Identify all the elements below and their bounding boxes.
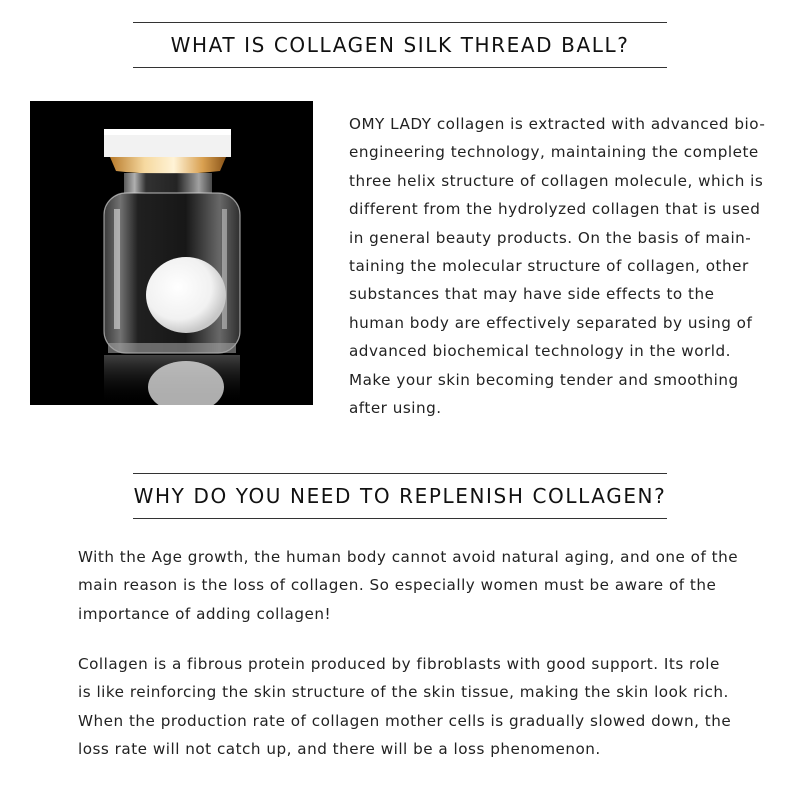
text-line: in general beauty products. On the basis of main- <box>349 228 752 247</box>
product-photo <box>30 101 313 405</box>
text-line: after using. <box>349 399 442 418</box>
section-heading-what-is <box>133 22 667 68</box>
text-line: Collagen is a fibrous protein produced by fibroblasts with good support. Its role <box>78 655 720 673</box>
text-line: is like reinforcing the skin structure of the skin tissue, making the skin look rich. <box>78 683 729 702</box>
text-line: three helix structure of collagen molecule, which is <box>349 171 764 190</box>
text-line: taining the molecular structure of collagen, other <box>349 257 749 276</box>
text-line: engineering technology, maintaining the complete <box>349 143 759 162</box>
text-line: main reason is the loss of collagen. So especially women must be aware of the <box>78 576 717 595</box>
text-line: human body are effectively separated by using of <box>349 313 753 332</box>
text-line: Make your skin becoming tender and smoothing <box>349 370 739 389</box>
collagen-role-paragraph <box>78 650 738 764</box>
heading-text: WHY DO YOU NEED TO REPLENISH COLLAGEN? <box>133 484 667 508</box>
heading-bottom-rule <box>133 67 667 68</box>
aging-paragraph <box>78 543 738 628</box>
intro-paragraph <box>349 110 766 422</box>
heading-bottom-rule <box>133 518 667 519</box>
heading-text: WHAT IS COLLAGEN SILK THREAD BALL? <box>170 33 630 57</box>
text-line: substances that may have side effects to the <box>349 285 715 304</box>
text-line: When the production rate of collagen mother cells is gradually slowed down, the <box>78 711 732 730</box>
text-line: loss rate will not catch up, and there will be a loss phenomenon. <box>78 740 601 759</box>
text-line: OMY LADY collagen is extracted with advanced bio- <box>349 115 766 133</box>
section-heading-why-replenish <box>133 473 667 519</box>
text-line: advanced biochemical technology in the world. <box>349 342 731 361</box>
text-line: importance of adding collagen! <box>78 604 332 623</box>
text-line: With the Age growth, the human body cannot avoid natural aging, and one of the <box>78 548 739 566</box>
text-line: different from the hydrolyzed collagen that is used <box>349 200 761 219</box>
collagen-bottle-illustration <box>30 101 313 405</box>
